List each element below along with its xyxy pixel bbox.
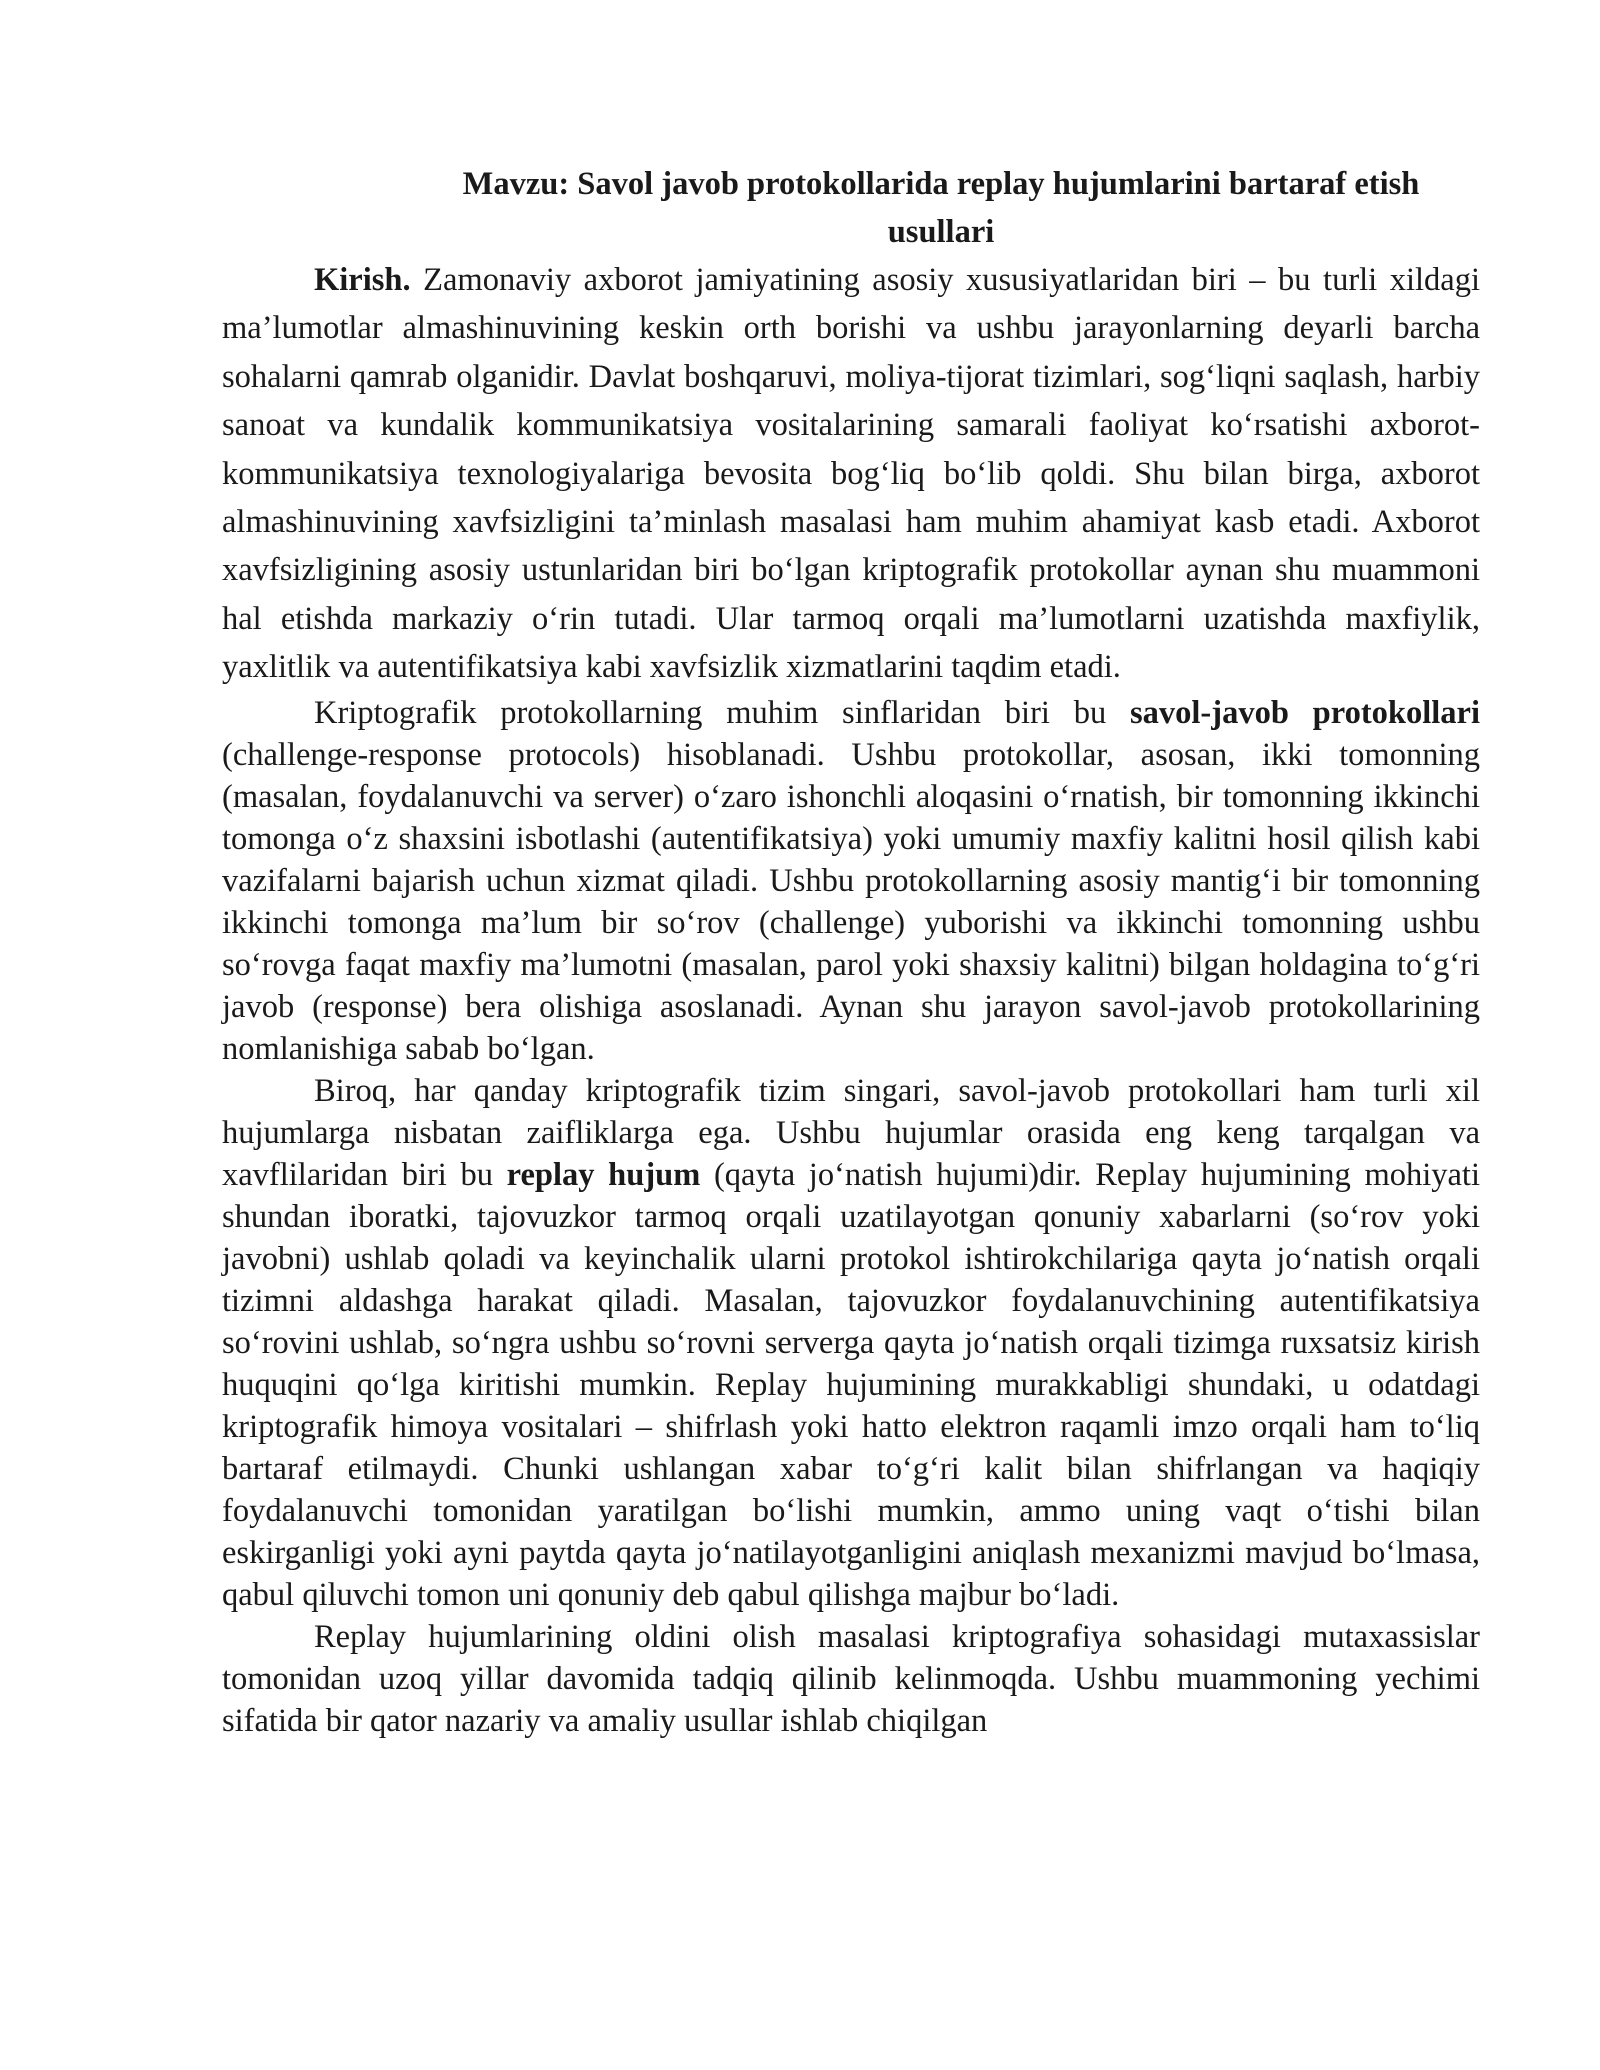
document-page: [222, 160, 1480, 1742]
paragraph-2-bold-term: savol-javob protokollari: [1130, 694, 1480, 731]
introduction-lead: Kirish.: [314, 262, 411, 298]
paragraph-3-text-a: Biroq, har qanday kriptografik tizim singari, savol-javob protokollari ham turli xil hujumlarga nisbatan zaifliklarga ega. Ushbu hujumlar orasida eng keng tarqalgan va xavflilaridan biri bu: [222, 1072, 1480, 1193]
title-line-2: usullari: [887, 214, 995, 250]
paragraph-prevention: [222, 1616, 1480, 1742]
paragraph-challenge-response: [222, 692, 1480, 1070]
paragraph-3-bold-term: replay hujum: [506, 1156, 701, 1193]
introduction-text: Zamonaviy axborot jamiyatining asosiy xususiyatlaridan biri – bu turli xildagi ma’lumotlar almashinuvining keskin orth borishi va ushbu jarayonlarning deyarli barcha sohalarni qamrab olganidir. Davlat boshqaruvi, moliya-tijorat tizimlari, sog‘liqni saqlash, harbiy sanoat va kundalik kommunikatsiya vositalarining samarali faoliyat ko‘rsatishi axborot-kommunikatsiya texnologiyalariga bevosita bog‘liq bo‘lib qoldi. Shu bilan birga, axborot almashinuvining xavfsizligini ta’minlash masalasi ham muhim ahamiyat kasb etadi. Axborot xavfsizligining asosiy ustunlaridan biri bo‘lgan kriptografik protokollar aynan shu muammoni hal etishda markaziy o‘rin tutadi. Ular tarmoq orqali ma’lumotlarni uzatishda maxfiylik, yaxlitlik va autentifikatsiya kabi xavfsizlik xizmatlarini taqdim etadi.: [222, 262, 1480, 686]
paragraph-introduction: [222, 256, 1480, 692]
document-title: [222, 160, 1480, 256]
paragraph-replay-attack: [222, 1070, 1480, 1616]
paragraph-2-text-b: (challenge-response protocols) hisoblanadi. Ushbu protokollar, asosan, ikki tomonning (masalan, foydalanuvchi va server) o‘zaro ishonchli aloqasini o‘rnatish, bir tomonning ikkinchi tomonga o‘z shaxsini isbotlashi (autentifikatsiya) yoki umumiy maxfiy kalitni hosil qilish kabi vazifalarni bajarish uchun xizmat qiladi. Ushbu protokollarning asosiy mantig‘i bir tomonning ikkinchi tomonga ma’lum bir so‘rov (challenge) yuborishi va ikkinchi tomonning ushbu so‘rovga faqat maxfiy ma’lumotni (masalan, parol yoki shaxsiy kalitni) bilgan holdagina to‘g‘ri javob (response) bera olishiga asoslanadi. Aynan shu jarayon savol-javob protokollarining nomlanishiga sabab bo‘lgan.: [222, 736, 1480, 1067]
paragraph-3-text-b: (qayta jo‘natish hujumi)dir. Replay hujumining mohiyati shundan iboratki, tajovuzkor tarmoq orqali uzatilayotgan qonuniy xabarlarni (so‘rov yoki javobni) ushlab qoladi va keyinchalik ularni protokol ishtirokchilariga qayta jo‘natish orqali tizimni aldashga harakat qiladi. Masalan, tajovuzkor foydalanuvchining autentifikatsiya so‘rovini ushlab, so‘ngra ushbu so‘rovni serverga qayta jo‘natish orqali tizimga ruxsatsiz kirish huquqini qo‘lga kiritishi mumkin. Replay hujumining murakkabligi shundaki, u odatdagi kriptografik himoya vositalari – shifrlash yoki hatto elektron raqamli imzo orqali ham to‘liq bartaraf etilmaydi. Chunki ushlangan xabar to‘g‘ri kalit bilan shifrlangan va haqiqiy foydalanuvchi tomonidan yaratilgan bo‘lishi mumkin, ammo uning vaqt o‘tishi bilan eskirganligi yoki ayni paytda qayta jo‘natilayotganligini aniqlash mexanizmi mavjud bo‘lmasa, qabul qiluvchi tomon uni qonuniy deb qabul qilishga majbur bo‘ladi.: [222, 1156, 1480, 1613]
paragraph-2-text-a: Kriptografik protokollarning muhim sinflaridan biri bu: [314, 694, 1130, 731]
paragraph-4-text: Replay hujumlarining oldini olish masalasi kriptografiya sohasidagi mutaxassislar tomonidan uzoq yillar davomida tadqiq qilinib kelinmoqda. Ushbu muammoning yechimi sifatida bir qator nazariy va amaliy usullar ishlab chiqilgan: [222, 1618, 1480, 1739]
title-line-1: Mavzu: Savol javob protokollarida replay hujumlarini bartaraf etish: [462, 166, 1420, 202]
